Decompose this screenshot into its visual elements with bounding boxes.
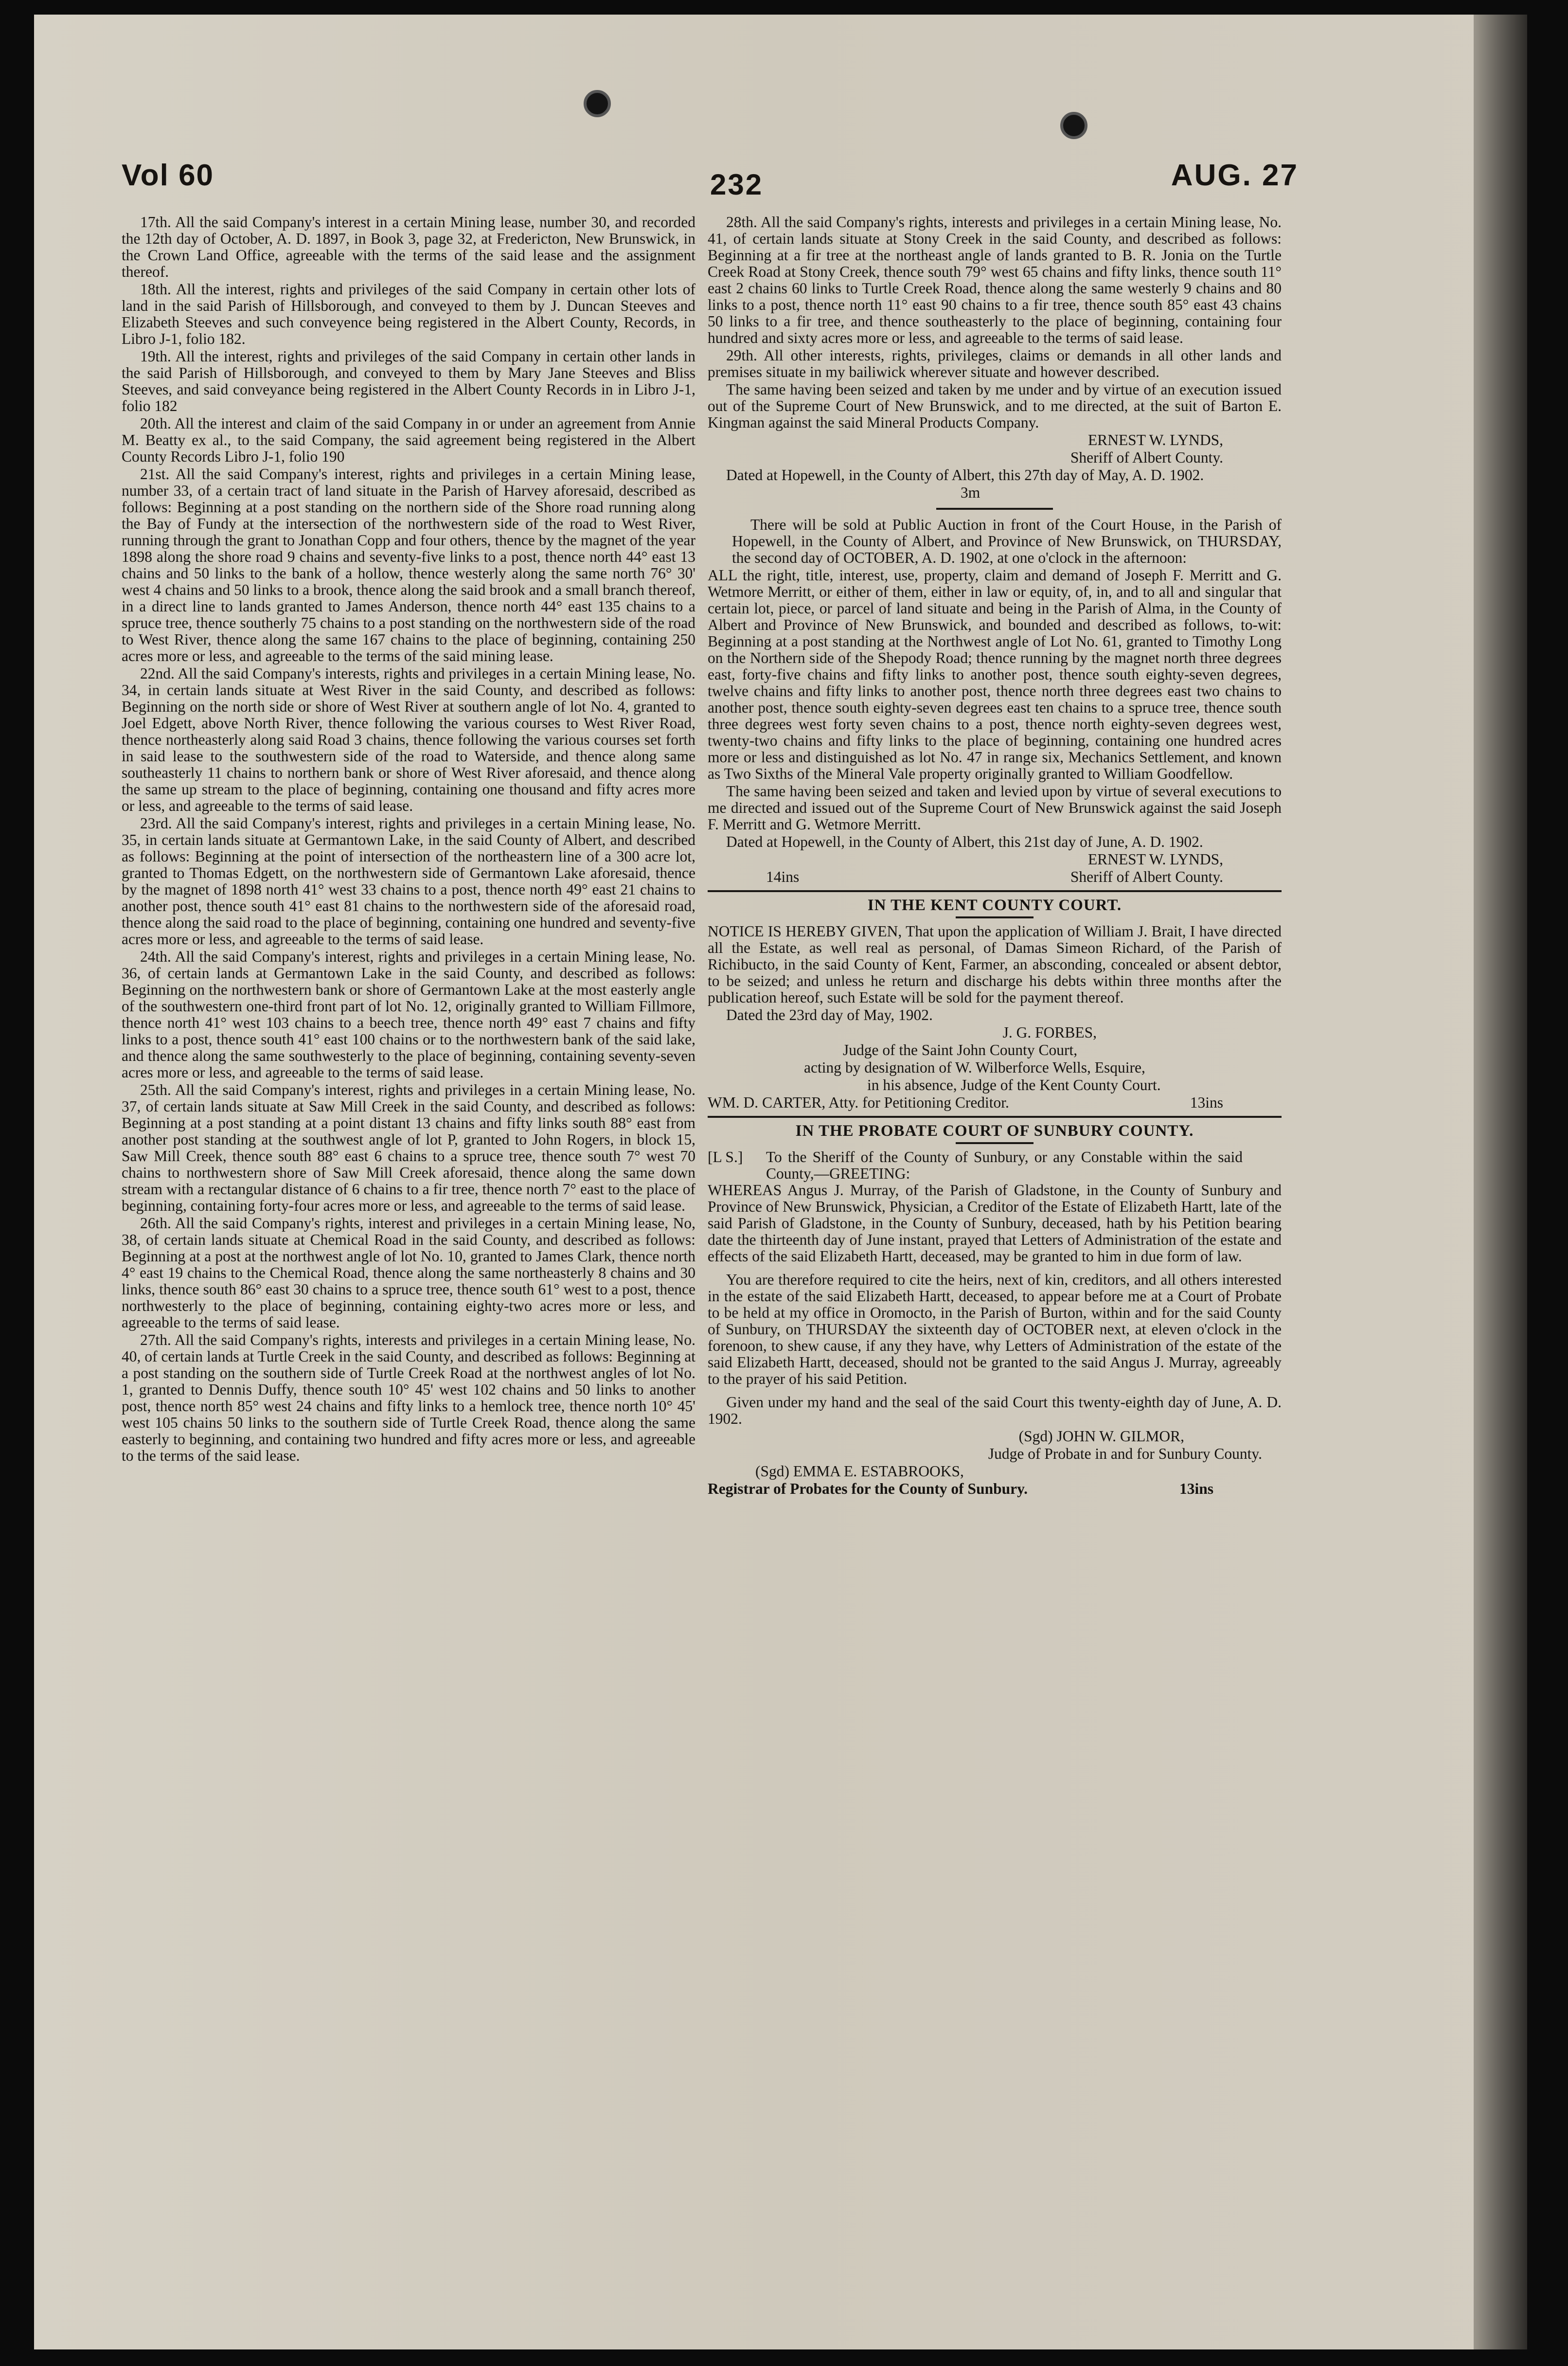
- registrar-title: Registrar of Probates for the County of Sunbury.: [708, 1480, 1028, 1497]
- paragraph-23rd: 23rd. All the said Company's interest, rights and privileges in a certain Mining lease, No. 35, in certain lands situate at Germantown Lake, in the said County of Albert, and described as follows: Beginning at the point of intersection of the northeastern line of a 300 acre lot, granted to Thomas Edgett, on the northwestern side of Germantown Lake aforesaid, thence by the magnet of 1898 north 41° west 33 chains to a post, thence north 49° east 21 chains to another post, thence south 41° east 81 chains to the northwestern side of the aforesaid road, thence along the said road to the place of beginning, containing one hundred and seventy-five acres more or less, and agreeable to the terms of said lease.: [122, 815, 695, 948]
- page-header: [122, 158, 1299, 212]
- right-column: [708, 214, 1282, 1497]
- paragraph-28th: 28th. All the said Company's rights, interests and privileges in a certain Mining lease, No. 41, of certain lands situate at Stony Creek in the said County, and described as follows: Beginning at a fir tree at the northeast angle of lands granted to B. R. Jonia on the Turtle Creek Road at Stony Creek, thence south 79° west 65 chains and fifty links, thence south 11° east 2 chains 60 links to Turtle Creek Road, thence along the same westerly 9 chains and 80 links to a post, thence north 11° east 90 chains to a fir tree, thence south 85° east 43 chains 50 links to a fir tree, and thence southeasterly to the place of beginning, containing four hundred and sixty acres more or less, and agreeable to the terms of said lease.: [708, 214, 1282, 346]
- paragraph-27th: 27th. All the said Company's rights, interests and privileges in a certain Mining lease, No. 40, of certain lands at Turtle Creek in the said County, and described as follows: Beginning at a post standing on the southern side of Turtle Creek Road at the northwest angles of lot No. 1, granted to Dennis Duffy, thence south 10° 45' west 102 chains and 50 links to another post, thence north 85° west 24 chains and fifty links to a hemlock tree, thence north 10° 45' west 105 chains 50 links to the southern side of Turtle Creek Road, thence along the same easterly to beginning, and containing two hundred and fifty acres more or less, and agreeable to the terms of the said lease.: [122, 1331, 695, 1464]
- title-divider: [956, 916, 1033, 918]
- court-title: IN THE PROBATE COURT OF SUNBURY COUNTY.: [795, 1122, 1194, 1140]
- paragraph-22nd: 22nd. All the said Company's interests, rights and privileges in a certain Mining lease, No. 34, in certain lands situate at West River in the said County, and described as follows: Beginning on the north side or shore of West River at southern angle of lot No. 4, granted to Joel Edgett, above North River, thence following the various courses to West River Road, thence northeasterly along said Road 3 chains, thence following the various courses set forth in said lease to the southwestern side of the road to Waterside, and thence along same southeasterly 11 chains to northern bank or shore of West River aforesaid, and thence along the same up stream to the place of beginning, containing one thousand and fifty acres more or less, and agreeable to the terms of said lease.: [122, 665, 695, 814]
- sheriff-title: Sheriff of Albert County.: [1070, 449, 1223, 466]
- title-divider: [956, 1142, 1033, 1144]
- insertion-code: 13ins: [1190, 1094, 1223, 1111]
- paragraph-17th: 17th. All the said Company's interest in a certain Mining lease, number 30, and recorded the 12th day of October, A. D. 1897, in Book 3, page 32, at Fredericton, New Brunswick, in the Crown Land Office, agreeable with the terms of the said lease and the assignment thereof.: [122, 214, 695, 280]
- paragraph-21st: 21st. All the said Company's interest, rights and privileges in a certain Mining lease, number 33, of a certain tract of land situate in the Parish of Harvey aforesaid, described as follows: Beginning at a post standing on the northern side of the Shore road running along the Bay of Fundy at the intersection of the northwestern side of the road to West River, running through the grant to Jonathan Copp and four others, thence by the magnet of the year 1898 along the shore road 9 chains and seventy-five links to a post, thence north 44° east 13 chains and 50 links to the bank of a hollow, thence westerly along the same north 76° 30' west 4 chains and 50 links to a brook, thence along the said brook and a small branch thereof, in a direct line to lands granted to James Anderson, thence north 44° east 135 chains to a spruce tree, thence southerly 75 chains to a post standing on the northwestern side of the road to West River, thence along the same 167 chains to the place of beginning, containing 250 acres more or less, and agreeable to the terms of the said mining lease.: [122, 466, 695, 664]
- notice-body: NOTICE IS HEREBY GIVEN, That upon the application of William J. Brait, I have directed all the Estate, as well real as personal, of Damas Simeon Richard, of the Parish of Richibucto, in the said County of Kent, Farmer, an absconding, concealed or absent debtor, to be seized; and unless he return and discharge his debts within three months after the publication hereof, such Estate will be sold for the payment thereof.: [708, 923, 1282, 1006]
- probate-court-notice: [708, 1123, 1282, 1497]
- judge-line: in his absence, Judge of the Kent County Court.: [867, 1076, 1161, 1093]
- paragraph-25th: 25th. All the said Company's interest, rights and privileges in a certain Mining lease, No. 37, of certain lands situate at Saw Mill Creek in the said County, and described as follows: Beginning at a post standing at a point distant 13 chains and fifty links south 88° east from another post standing at the southwest angle of lot P, granted to John Rogers, in block 15, Saw Mill Creek, thence south 88° east 6 chains to a spruce tree, thence south 7° west 70 chains to northwestern shore of Saw Mill Creek aforesaid, thence along the same down stream with a rectangular distance of 6 chains to a fir tree, thence north 7° east to the place of beginning, containing forty-four acres more or less, and agreeable to the terms of said lease.: [122, 1081, 695, 1214]
- court-title: IN THE KENT COUNTY COURT.: [867, 896, 1122, 914]
- address-block: [708, 1149, 1282, 1182]
- insertion-code: 13ins: [1179, 1480, 1213, 1497]
- seal-mark: [L S.]: [708, 1148, 743, 1165]
- judge-signature: (Sgd) JOHN W. GILMOR,: [1018, 1428, 1184, 1445]
- auction-dated: Dated at Hopewell, in the County of Albert, this 21st day of June, A. D. 1902.: [726, 833, 1203, 850]
- judge-name: J. G. FORBES,: [1002, 1024, 1097, 1041]
- gazette-page: [34, 15, 1527, 2349]
- insertion-code: 3m: [961, 484, 980, 501]
- registrar-signature: (Sgd) EMMA E. ESTABROOKS,: [755, 1463, 964, 1480]
- volume-label: Vol 60: [122, 159, 214, 192]
- cite-paragraph: You are therefore required to cite the heirs, next of kin, creditors, and all others interested in the estate of the said Elizabeth Hartt, deceased, to appear before me at a Court of Probate to be held at my office in Oromocto, in the Parish of Burton, within and for the said County of Sunbury, on THURSDAY the sixteenth day of OCTOBER next, at eleven o'clock in the forenoon, to shew cause, if any they have, why Letters of Administration of the estate of the said Elizabeth Hartt, deceased, should not be granted to the said Angus J. Murray, agreeably to the prayer of his said Petition.: [708, 1271, 1282, 1387]
- section-divider: [936, 508, 1053, 510]
- auction-seized: The same having been seized and taken and levied upon by virtue of several executions to me directed and issued out of the Supreme Court of New Brunswick against the said Joseph F. Merritt and G. Wetmore Merritt.: [708, 783, 1282, 833]
- paragraph-20th: 20th. All the interest and claim of the said Company in or under an agreement from Annie M. Beatty ex al., to the said Company, the said agreement being registered in the Albert County Records Libro J-1, folio 190: [122, 415, 695, 465]
- paragraph-24th: 24th. All the said Company's interest, rights and privileges in a certain Mining lease, No. 36, of certain lands at Germantown Lake in the said County, and described as follows: Beginning on the northwestern bank or shore of Germantown Lake at the most easterly angle of the southwestern one-third front part of lot No. 12, originally granted to William Fillmore, thence north 41° west 103 chains to a beech tree, thence north 49° east 7 chains and fifty links to a post, thence south 41° east 100 chains or to the northwestern bank of the said lake, and thence along the same southwesterly to the place of beginning, containing seventy-seven acres more or less, and agreeable to the terms of said lease.: [122, 948, 695, 1081]
- paragraph-26th: 26th. All the said Company's rights, interest and privileges in a certain Mining lease, No, 38, of certain lands situate at Chemical Road in the said County, and described as follows: Beginning at a post at the northwest angle of lot No. 10, granted to James Clark, thence north 4° east 19 chains to the Chemical Road, thence along the same northeasterly 8 chains and 30 links, thence south 86° east 30 chains to a spruce tree, thence south 61° west to a post, thence northwesterly to the place of beginning, containing eighty-two acres more or less, and agreeable to the terms of said lease.: [122, 1215, 695, 1331]
- signature-row: [708, 869, 1282, 885]
- whereas-paragraph: WHEREAS Angus J. Murray, of the Parish of Gladstone, in the County of Sunbury and Province of New Brunswick, Physician, a Creditor of the Estate of Elizabeth Hartt, late of the said Parish of Gladstone, in the County of Sunbury, deceased, hath by his Petition bearing date the thirteenth day of June instant, prayed that Letters of Administration of the estate and effects of the said Elizabeth Hartt, deceased, may be granted to him in due form of law.: [708, 1182, 1282, 1265]
- section-rule: [708, 1116, 1282, 1118]
- judge-line: acting by designation of W. Wilberforce Wells, Esquire,: [804, 1059, 1145, 1076]
- insertion-code: 14ins: [766, 868, 800, 885]
- notice-dated: Dated the 23rd day of May, 1902.: [726, 1006, 933, 1023]
- seizure-paragraph: The same having been seized and taken by me under and by virtue of an execution issued out of the Supreme Court of New Brunswick, and to me directed, at the suit of Barton E. Kingman against the said Mineral Products Company.: [708, 381, 1282, 431]
- registrar-row: [708, 1481, 1282, 1497]
- given-paragraph: Given under my hand and the seal of the said Court this twenty-eighth day of June, A. D. 1902.: [708, 1394, 1282, 1427]
- address-line: To the Sheriff of the County of Sunbury, or any Constable within the said County,—GREETING:: [766, 1148, 1243, 1182]
- issue-date: AUG. 27: [1171, 159, 1299, 192]
- judge-line: Judge of the Saint John County Court,: [843, 1041, 1078, 1058]
- paragraph-18th: 18th. All the interest, rights and privileges of the said Company in certain other lots of land in the said Parish of Hillsborough, and conveyed to them by J. Duncan Steeves and Elizabeth Steeves and such conveyence being registered in the Albert County, Records, in Libro J-1, folio 182.: [122, 281, 695, 347]
- auction-body: ALL the right, title, interest, use, property, claim and demand of Joseph F. Merritt and G. Wetmore Merritt, or either of them, either in law or equity, of, in, and to all and singular that certain lot, piece, or parcel of land situate and being in the Parish of Alma, in the County of Albert and Province of New Brunswick, and bounded and described as follows, to-wit: Beginning at a post standing at the Northwest angle of Lot No. 61, granted to Timothy Long on the Northern side of the Shepody Road; thence running by the magnet north three degrees east, forty-five chains and fifty links to another post, thence south eighty-seven degrees, twelve chains and fifty links to another post, thence north three degrees east two chains to another post, thence south eighty-seven degrees east ten chains to a spruce tree, thence south three degrees west forty seven chains to a post, thence north eighty-seven degrees west, twenty-two chains and fifty links to the place of beginning, containing one hundred acres more or less and distinguished as lot No. 47 in range six, Mechanics Settlement, and known as Two Sixths of the Mineral Vale property originally granted to William Goodfellow.: [708, 567, 1282, 782]
- attorney-row: [708, 1094, 1282, 1111]
- paragraph-29th: 29th. All other interests, rights, privileges, claims or demands in all other lands and premises situate in my bailiwick wherever situate and however described.: [708, 347, 1282, 380]
- page-number: 232: [710, 168, 764, 201]
- kent-county-court-notice: [708, 897, 1282, 1111]
- page-edge-shadow: [1474, 15, 1527, 2349]
- auction-intro: There will be sold at Public Auction in front of the Court House, in the Parish of Hopewell, in the County of Albert, and Province of New Brunswick, on THURSDAY, the second day of OCTOBER, A. D. 1902, at one o'clock in the afternoon:: [732, 516, 1282, 566]
- attorney-line: WM. D. CARTER, Atty. for Petitioning Creditor.: [708, 1094, 1009, 1111]
- section-rule: [708, 890, 1282, 892]
- paragraph-19th: 19th. All the interest, rights and privileges of the said Company in certain other lands in the said Parish of Hillsborough, and conveyed to them by Mary Jane Steeves and Bliss Steeves, and said conveyance being registered in the Albert County Records in in Libro J-1, folio 182: [122, 348, 695, 414]
- sheriff-name: ERNEST W. LYNDS,: [1087, 431, 1223, 448]
- binding-hole: [1060, 112, 1087, 139]
- judge-title: Judge of Probate in and for Sunbury County.: [988, 1445, 1262, 1462]
- sheriff-title: Sheriff of Albert County.: [1070, 868, 1223, 885]
- mining-lease-notice-continued: [708, 214, 1282, 501]
- sheriff-name: ERNEST W. LYNDS,: [1087, 851, 1223, 868]
- binding-hole: [584, 90, 611, 117]
- left-column: [122, 214, 695, 1465]
- auction-notice: [708, 517, 1282, 885]
- dated-line: Dated at Hopewell, in the County of Albert, this 27th day of May, A. D. 1902.: [726, 466, 1204, 484]
